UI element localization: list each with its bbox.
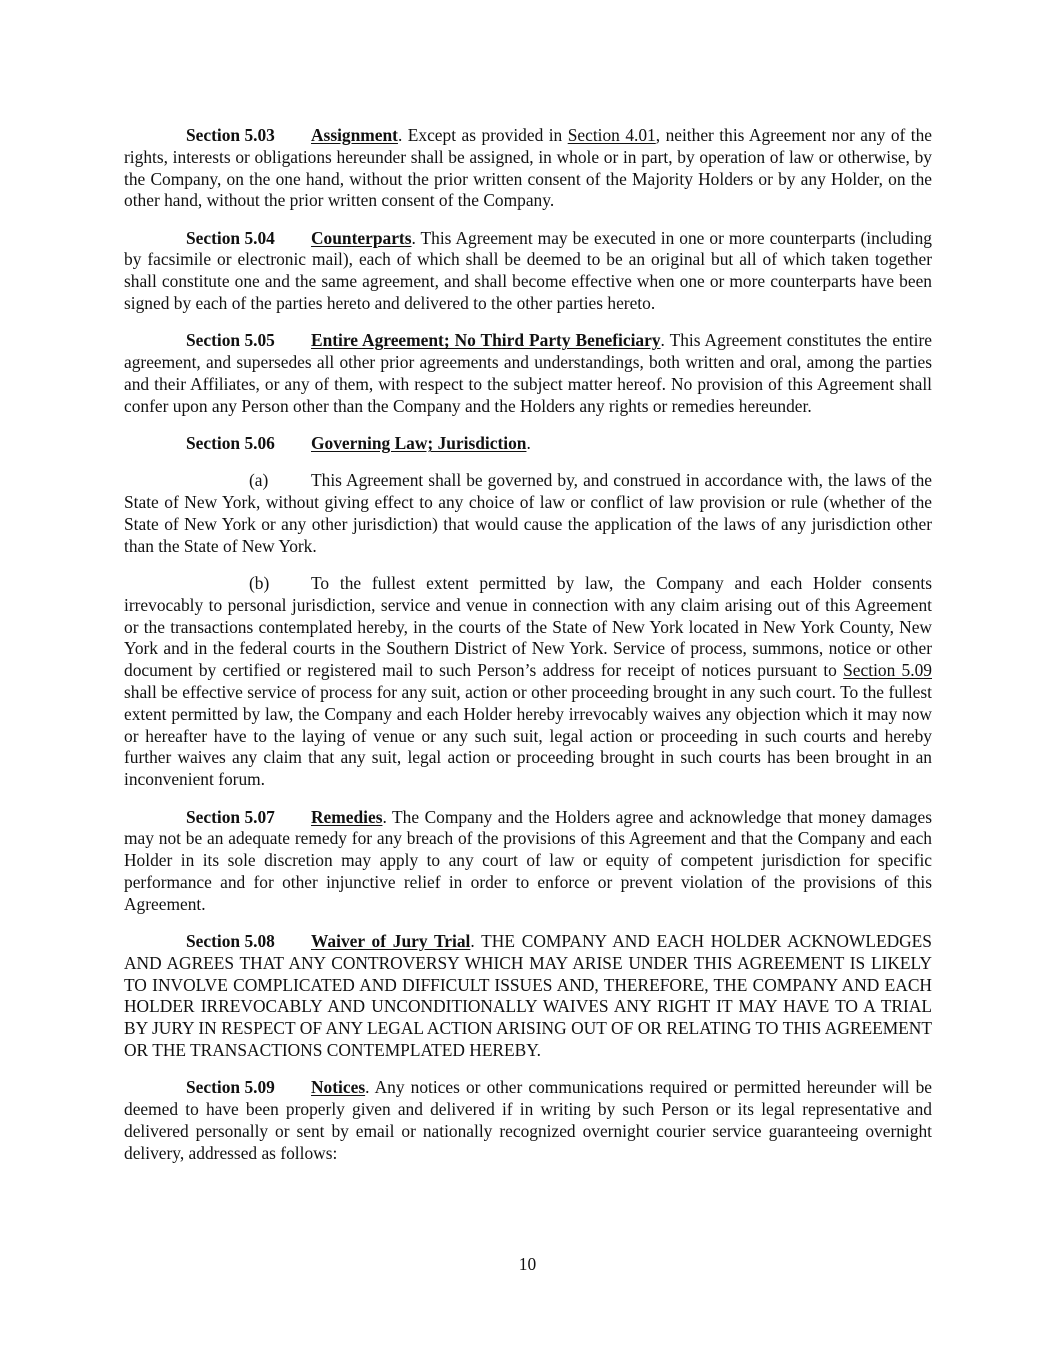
section-title: Entire Agreement; No Third Party Beneficiary xyxy=(311,330,661,351)
page-number: 10 xyxy=(518,1254,537,1274)
subsection-label: (a) xyxy=(249,470,269,491)
section-text: , neither this Agreement nor any of the rights, interests or obligations hereunder shall be assigned, in whole or in part, by operation of law or otherwise, by the Company, on the one hand, without the prior written consent of the Majority Holders or by any Holder, on the other hand, without the prior written consent of the Company. xyxy=(124,125,933,211)
section-text: . This Agreement constitutes the entire agreement, and supersedes all other prior agreements and understandings, both written and oral, among the parties and their Affiliates, or any of them, with respect to the subject matter hereof. No provision of this Agreement shall confer upon any Person other than the Company and the Holders any rights or remedies hereunder. xyxy=(124,330,932,416)
subsection-text: shall be effective service of process for any suit, action or other proceeding brought in any such court. To the fullest extent permitted by law, the Company and each Holder hereby irrevocably waives any objection which it may now or hereafter have to the laying of venue or any such suit, legal action or proceeding in such courts and hereby further waives any claim that any suit, legal action or proceeding brought in such courts has been brought in an inconvenient forum. xyxy=(124,682,932,790)
section-title: Counterparts xyxy=(311,227,412,248)
section-5-06-a xyxy=(124,470,932,557)
section-5-04 xyxy=(124,228,932,315)
section-text: . THE COMPANY AND EACH HOLDER ACKNOWLEDGES AND AGREES THAT ANY CONTROVERSY WHICH MAY ARISE UNDER THIS AGREEMENT IS LIKELY TO INVOLVE COMPLICATED AND DIFFICULT ISSUES AND, THEREFORE, THE COMPANY AND EACH HOLDER IRREVOCABLY AND UNCONDITIONALLY WAIVES ANY RIGHT IT MAY HAVE TO A TRIAL BY JURY IN RESPECT OF ANY LEGAL ACTION ARISING OUT OF OR RELATING TO THIS AGREEMENT OR THE TRANSACTIONS CONTEMPLATED HEREBY. xyxy=(124,931,932,1060)
subsection-label: (b) xyxy=(249,573,270,594)
section-number: Section 5.05 xyxy=(186,330,275,351)
section-5-06 xyxy=(124,433,932,455)
subsection-text: To the fullest extent permitted by law, the Company and each Holder consents irrevocably to personal jurisdiction, service and venue in connection with any claim arising out of this Agreement or the transactions contemplated hereby, in the courts of the State of New York located in New York County, New York and in the federal courts in the Southern District of New York. Service of process, summons, notice or other document by certified or registered mail to such Person’s address for receipt of notices pursuant to xyxy=(124,573,932,681)
cross-reference-link[interactable]: Section 4.01 xyxy=(567,125,656,145)
section-text: . Except as provided in xyxy=(397,125,568,145)
section-title: Notices xyxy=(311,1077,366,1098)
section-number: Section 5.06 xyxy=(186,433,275,454)
section-5-03 xyxy=(124,125,932,212)
section-number: Section 5.07 xyxy=(186,806,275,827)
section-title: Remedies xyxy=(311,806,383,827)
section-number: Section 5.09 xyxy=(186,1077,275,1098)
section-text: . The Company and the Holders agree and acknowledge that money damages may not be an adequate remedy for any breach of the provisions of this Agreement and that the Company and each Holder in its sole discretion may apply to any court of law or equity of competent jurisdiction for specific performance and for other injunctive relief in order to enforce or prevent violation of the provisions of this Agreement. xyxy=(124,806,932,914)
section-title: Assignment xyxy=(311,125,398,145)
section-5-09 xyxy=(124,1077,932,1164)
section-5-08 xyxy=(124,931,932,1062)
section-title: Waiver of Jury Trial xyxy=(311,931,471,951)
section-text: . This Agreement may be executed in one or more counterparts (including by facsimile or electronic mail), each of which shall be deemed to be an original but all of which taken together shall constitute one and the same agreement, and shall become effective when one or more counterparts have been signed by each of the parties hereto and delivered to the other parties hereto. xyxy=(124,227,932,314)
section-5-06-b xyxy=(124,573,932,791)
section-title: Governing Law; Jurisdiction xyxy=(311,433,527,454)
cross-reference-link[interactable]: Section 5.09 xyxy=(843,660,932,681)
subsection-text: This Agreement shall be governed by, and construed in accordance with, the laws of the State of New York, without giving effect to any choice of law or conflict of law provision or rule (whether of the State of New York or any other jurisdiction) that would cause the application of the laws of any jurisdiction other than the State of New York. xyxy=(124,470,932,556)
section-number: Section 5.04 xyxy=(186,227,275,248)
section-5-05 xyxy=(124,330,932,417)
document-page xyxy=(124,125,932,1180)
section-number: Section 5.03 xyxy=(186,125,275,145)
section-5-07 xyxy=(124,807,932,916)
section-text: . xyxy=(526,433,531,454)
section-number: Section 5.08 xyxy=(186,931,275,951)
section-text: . Any notices or other communications required or permitted hereunder will be deemed to have been properly given and delivered if in writing by such Person or its legal representative and delivered personally or sent by email or nationally recognized overnight courier service guaranteeing overnight delivery, addressed as follows: xyxy=(124,1077,932,1163)
